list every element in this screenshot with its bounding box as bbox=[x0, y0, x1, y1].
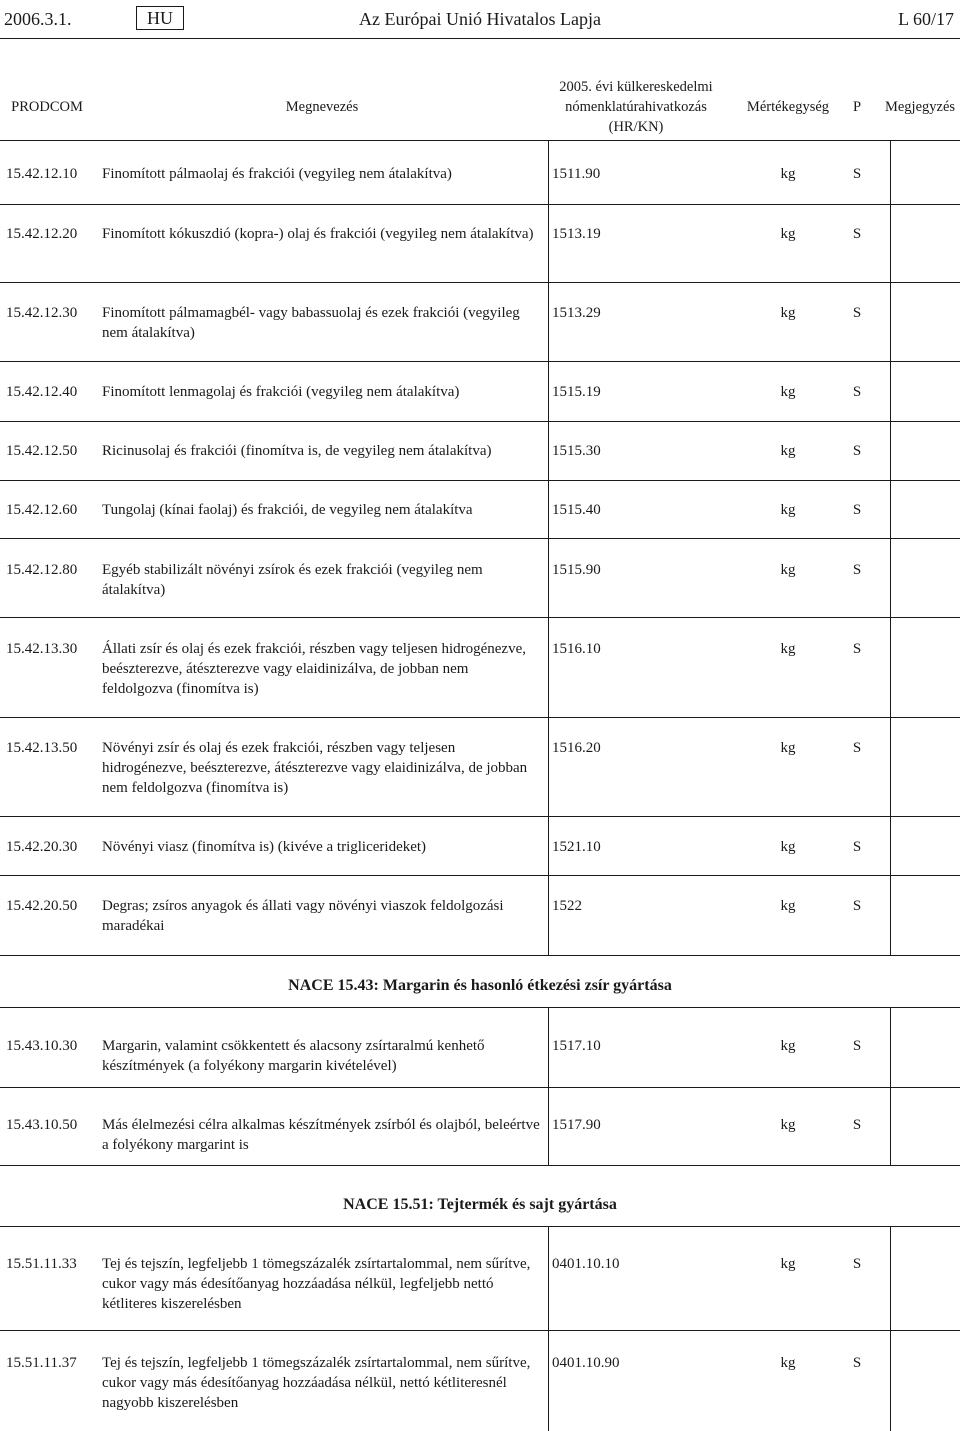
row-separator bbox=[0, 480, 960, 481]
unit-value: kg bbox=[780, 166, 796, 182]
unit-value: kg bbox=[780, 443, 796, 459]
hs-column-divider bbox=[548, 140, 549, 955]
prodcom-code: 15.42.12.40 bbox=[6, 384, 78, 400]
hs-cn-code: 1515.40 bbox=[552, 502, 601, 518]
product-name: Finomított kókuszdió (kopra-) olaj és frakciói (vegyileg nem átalakítva) bbox=[102, 226, 534, 242]
prodcom-code: 15.42.12.60 bbox=[6, 502, 78, 518]
product-name: Finomított pálmaolaj és frakciói (vegyileg nem átalakítva) bbox=[102, 166, 452, 182]
row-separator bbox=[0, 717, 960, 718]
prodcom-code: 15.43.10.30 bbox=[6, 1038, 78, 1054]
prodcom-code: 15.42.12.20 bbox=[6, 226, 78, 242]
p-value: S bbox=[852, 839, 862, 855]
hs-cn-code: 1515.90 bbox=[552, 562, 601, 578]
table-header-rule bbox=[0, 140, 960, 141]
unit-value: kg bbox=[780, 1355, 796, 1371]
product-name: Tej és tejszín, legfeljebb 1 tömegszázalék zsírtartalommal, nem sűrítve, cukor vagy más édesítőanyag hozzáadása nélkül, nettó kétliteresnél nagyobb kiszerelésben bbox=[102, 1355, 531, 1411]
row-separator bbox=[0, 538, 960, 539]
prodcom-code: 15.51.11.37 bbox=[6, 1355, 77, 1371]
unit-value: kg bbox=[780, 1256, 796, 1272]
prodcom-code: 15.51.11.33 bbox=[6, 1256, 77, 1272]
column-header-prodcom: PRODCOM bbox=[11, 99, 83, 115]
column-header-p: P bbox=[852, 99, 862, 115]
p-value: S bbox=[852, 443, 862, 459]
column-header-hs-line1: 2005. évi külkereskedelmi bbox=[559, 79, 713, 95]
unit-value: kg bbox=[780, 502, 796, 518]
hs-cn-code: 1516.20 bbox=[552, 740, 601, 756]
hs-cn-code: 1522 bbox=[552, 898, 582, 914]
column-header-name: Megnevezés bbox=[285, 99, 359, 115]
prodcom-code: 15.43.10.50 bbox=[6, 1117, 78, 1133]
unit-value: kg bbox=[780, 384, 796, 400]
row-separator bbox=[0, 361, 960, 362]
row-separator bbox=[0, 816, 960, 817]
prodcom-code: 15.42.12.10 bbox=[6, 166, 78, 182]
p-value: S bbox=[852, 305, 862, 321]
row-separator bbox=[0, 617, 960, 618]
row-separator bbox=[0, 1087, 960, 1088]
row-separator bbox=[0, 955, 960, 956]
row-separator bbox=[0, 204, 960, 205]
table-top-rule bbox=[0, 38, 960, 39]
p-value: S bbox=[852, 502, 862, 518]
p-value: S bbox=[852, 1355, 862, 1371]
product-name: Finomított lenmagolaj és frakciói (vegyileg nem átalakítva) bbox=[102, 384, 460, 400]
hs-cn-code: 1517.10 bbox=[552, 1038, 601, 1054]
unit-value: kg bbox=[780, 740, 796, 756]
product-name: Finomított pálmamagbél- vagy babassuolaj és ezek frakciói (vegyileg nem átalakítva) bbox=[102, 305, 520, 341]
row-separator bbox=[0, 875, 960, 876]
section-top-rule bbox=[0, 1007, 960, 1008]
p-value: S bbox=[852, 1117, 862, 1133]
unit-value: kg bbox=[780, 641, 796, 657]
header-date: 2006.3.1. bbox=[4, 9, 72, 29]
unit-value: kg bbox=[780, 898, 796, 914]
unit-value: kg bbox=[780, 226, 796, 242]
row-separator bbox=[0, 282, 960, 283]
row-separator bbox=[0, 421, 960, 422]
p-value: S bbox=[852, 166, 862, 182]
column-header-hs-line2: nómenklatúrahivatkozás bbox=[565, 99, 707, 115]
hs-cn-code: 1515.30 bbox=[552, 443, 601, 459]
prodcom-code: 15.42.12.80 bbox=[6, 562, 78, 578]
column-header-hs-line3: (HR/KN) bbox=[608, 119, 664, 135]
product-name: Más élelmezési célra alkalmas készítmények zsírból és olajból, beleértve a folyékony margarint is bbox=[102, 1117, 540, 1153]
hs-cn-code: 1521.10 bbox=[552, 839, 601, 855]
p-value: S bbox=[852, 384, 862, 400]
hs-cn-code: 1513.19 bbox=[552, 226, 601, 242]
hs-cn-code: 1511.90 bbox=[552, 166, 601, 182]
prodcom-code: 15.42.20.50 bbox=[6, 898, 78, 914]
unit-value: kg bbox=[780, 1117, 796, 1133]
unit-value: kg bbox=[780, 562, 796, 578]
product-name: Tungolaj (kínai faolaj) és frakciói, de vegyileg nem átalakítva bbox=[102, 502, 473, 518]
p-value: S bbox=[852, 1038, 862, 1054]
row-separator bbox=[0, 1330, 960, 1331]
journal-title: Az Európai Unió Hivatalos Lapja bbox=[359, 9, 601, 29]
hs-column-divider bbox=[548, 1007, 549, 1165]
hs-cn-code: 1516.10 bbox=[552, 641, 601, 657]
hs-cn-code: 1517.90 bbox=[552, 1117, 601, 1133]
product-name: Növényi viasz (finomítva is) (kivéve a triglicerideket) bbox=[102, 839, 427, 855]
row-separator bbox=[0, 1165, 960, 1166]
p-value: S bbox=[852, 226, 862, 242]
product-name: Tej és tejszín, legfeljebb 1 tömegszázalék zsírtartalommal, nem sűrítve, cukor vagy más édesítőanyag hozzáadása nélkül, legfeljebb nettó kétliteres kiszerelésben bbox=[102, 1256, 531, 1312]
unit-value: kg bbox=[780, 305, 796, 321]
page-reference: L 60/17 bbox=[898, 9, 954, 29]
column-header-unit: Mértékegység bbox=[746, 99, 830, 115]
section-top-rule bbox=[0, 1226, 960, 1227]
note-column-divider bbox=[890, 140, 891, 955]
product-name: Egyéb stabilizált növényi zsírok és ezek frakciói (vegyileg nem átalakítva) bbox=[102, 562, 483, 598]
column-header-note: Megjegyzés bbox=[884, 99, 956, 115]
p-value: S bbox=[852, 898, 862, 914]
product-name: Ricinusolaj és frakciói (finomítva is, de vegyileg nem átalakítva) bbox=[102, 443, 492, 459]
p-value: S bbox=[852, 1256, 862, 1272]
section-heading-nace-1543: NACE 15.43: Margarin és hasonló étkezési zsír gyártása bbox=[288, 977, 672, 994]
prodcom-code: 15.42.20.30 bbox=[6, 839, 78, 855]
p-value: S bbox=[852, 740, 862, 756]
prodcom-code: 15.42.13.50 bbox=[6, 740, 78, 756]
product-name: Állati zsír és olaj és ezek frakciói, részben vagy teljesen hidrogénezve, beészterezve, átészterezve vagy elaidinizálva, de jobban nem feldolgozva (finomítva is) bbox=[102, 641, 526, 697]
hs-cn-code: 0401.10.10 bbox=[552, 1256, 620, 1272]
hs-cn-code: 1513.29 bbox=[552, 305, 601, 321]
section-heading-nace-1551: NACE 15.51: Tejtermék és sajt gyártása bbox=[343, 1196, 617, 1213]
prodcom-code: 15.42.12.50 bbox=[6, 443, 78, 459]
p-value: S bbox=[852, 562, 862, 578]
product-name: Margarin, valamint csökkentett és alacsony zsírtaralmú kenhető készítmények (a folyékony margarin kivételével) bbox=[102, 1038, 485, 1074]
unit-value: kg bbox=[780, 1038, 796, 1054]
prodcom-code: 15.42.12.30 bbox=[6, 305, 78, 321]
p-value: S bbox=[852, 641, 862, 657]
note-column-divider bbox=[890, 1007, 891, 1165]
note-column-divider bbox=[890, 1226, 891, 1431]
product-name: Növényi zsír és olaj és ezek frakciói, részben vagy teljesen hidrogénezve, beészterezve, átészterezve vagy elaidinizálva, de jobban nem feldolgozva (finomítva is) bbox=[102, 740, 528, 796]
unit-value: kg bbox=[780, 839, 796, 855]
hs-column-divider bbox=[548, 1226, 549, 1431]
product-name: Degras; zsíros anyagok és állati vagy növényi viaszok feldolgozási maradékai bbox=[102, 898, 504, 934]
hs-cn-code: 1515.19 bbox=[552, 384, 601, 400]
hs-cn-code: 0401.10.90 bbox=[552, 1355, 620, 1371]
prodcom-code: 15.42.13.30 bbox=[6, 641, 78, 657]
language-badge: HU bbox=[136, 6, 184, 30]
